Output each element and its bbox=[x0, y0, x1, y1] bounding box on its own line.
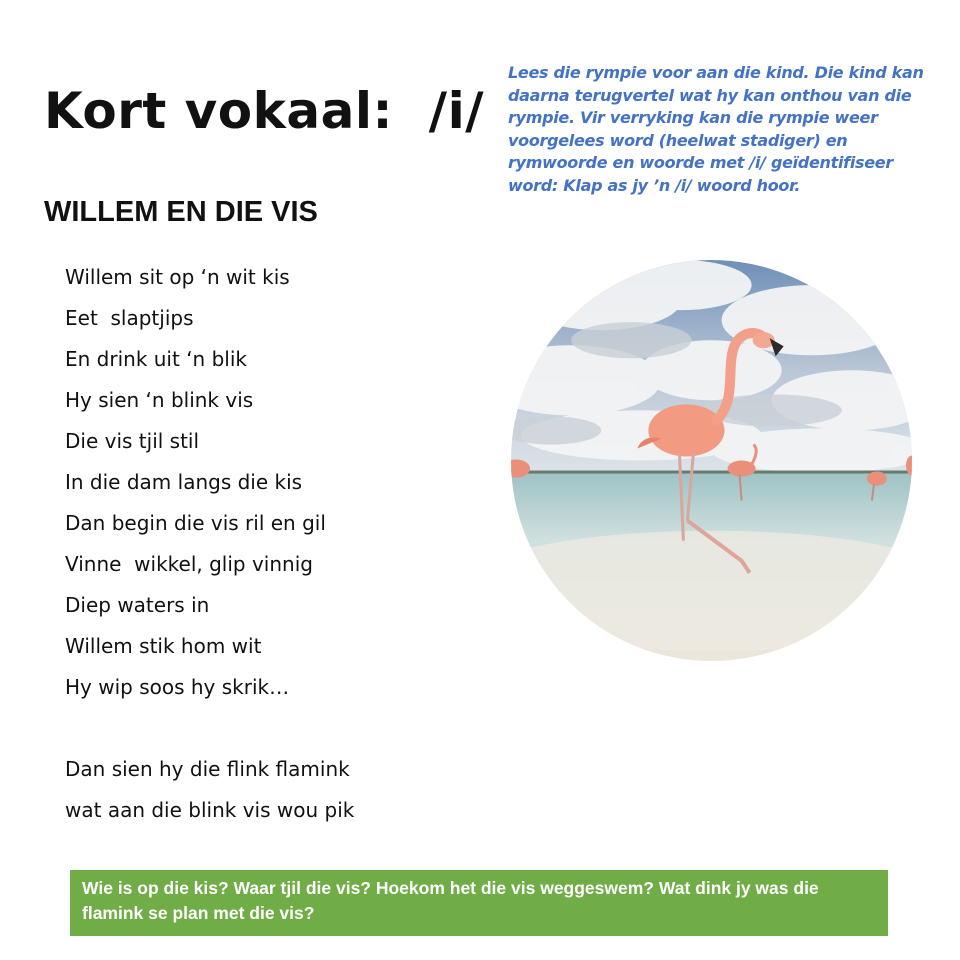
question-box bbox=[70, 870, 888, 936]
poem-line: Die vis tjil stil bbox=[65, 429, 200, 453]
stanza-gap bbox=[65, 711, 354, 752]
poem-line: Diep waters in bbox=[65, 593, 210, 617]
poem-line: wat aan die blink vis wou pik bbox=[65, 798, 355, 822]
poem-line: Willem sit op ‘n wit kis bbox=[65, 265, 290, 289]
flamingo-photo bbox=[511, 260, 912, 661]
poem-line: Willem stik hom wit bbox=[65, 634, 262, 658]
poem-line: Hy sien ‘n blink vis bbox=[65, 388, 254, 412]
teacher-instructions: Lees die rympie voor aan die kind. Die kind kan daarna terugvertel wat hy kan onthou van die rympie. Vir verryking kan die rympie weer voorgelees word (heelwat stadiger) en rymwoorde en woorde met /i/ geïdentifiseer word: Klap as jy ’n /i/ woord hoor. bbox=[508, 63, 924, 195]
poem-line: In die dam langs die kis bbox=[65, 470, 303, 494]
poem-title: WILLEM EN DIE VIS bbox=[44, 196, 318, 228]
page-title: Kort vokaal: /i/ bbox=[44, 82, 484, 140]
poem bbox=[65, 260, 354, 834]
poem-line: Vinne wikkel, glip vinnig bbox=[65, 552, 313, 576]
poem-line: Eet slaptjips bbox=[65, 306, 194, 330]
question-text: Wie is op die kis? Waar tjil die vis? Hoekom het die vis weggeswem? Wat dink jy was die flamink se plan met die vis? bbox=[82, 878, 819, 923]
poem-line: Hy wip soos hy skrik… bbox=[65, 675, 290, 699]
poem-line: En drink uit ‘n blik bbox=[65, 347, 247, 371]
poem-line: Dan begin die vis ril en gil bbox=[65, 511, 326, 535]
poem-line: Dan sien hy die flink flamink bbox=[65, 757, 350, 781]
